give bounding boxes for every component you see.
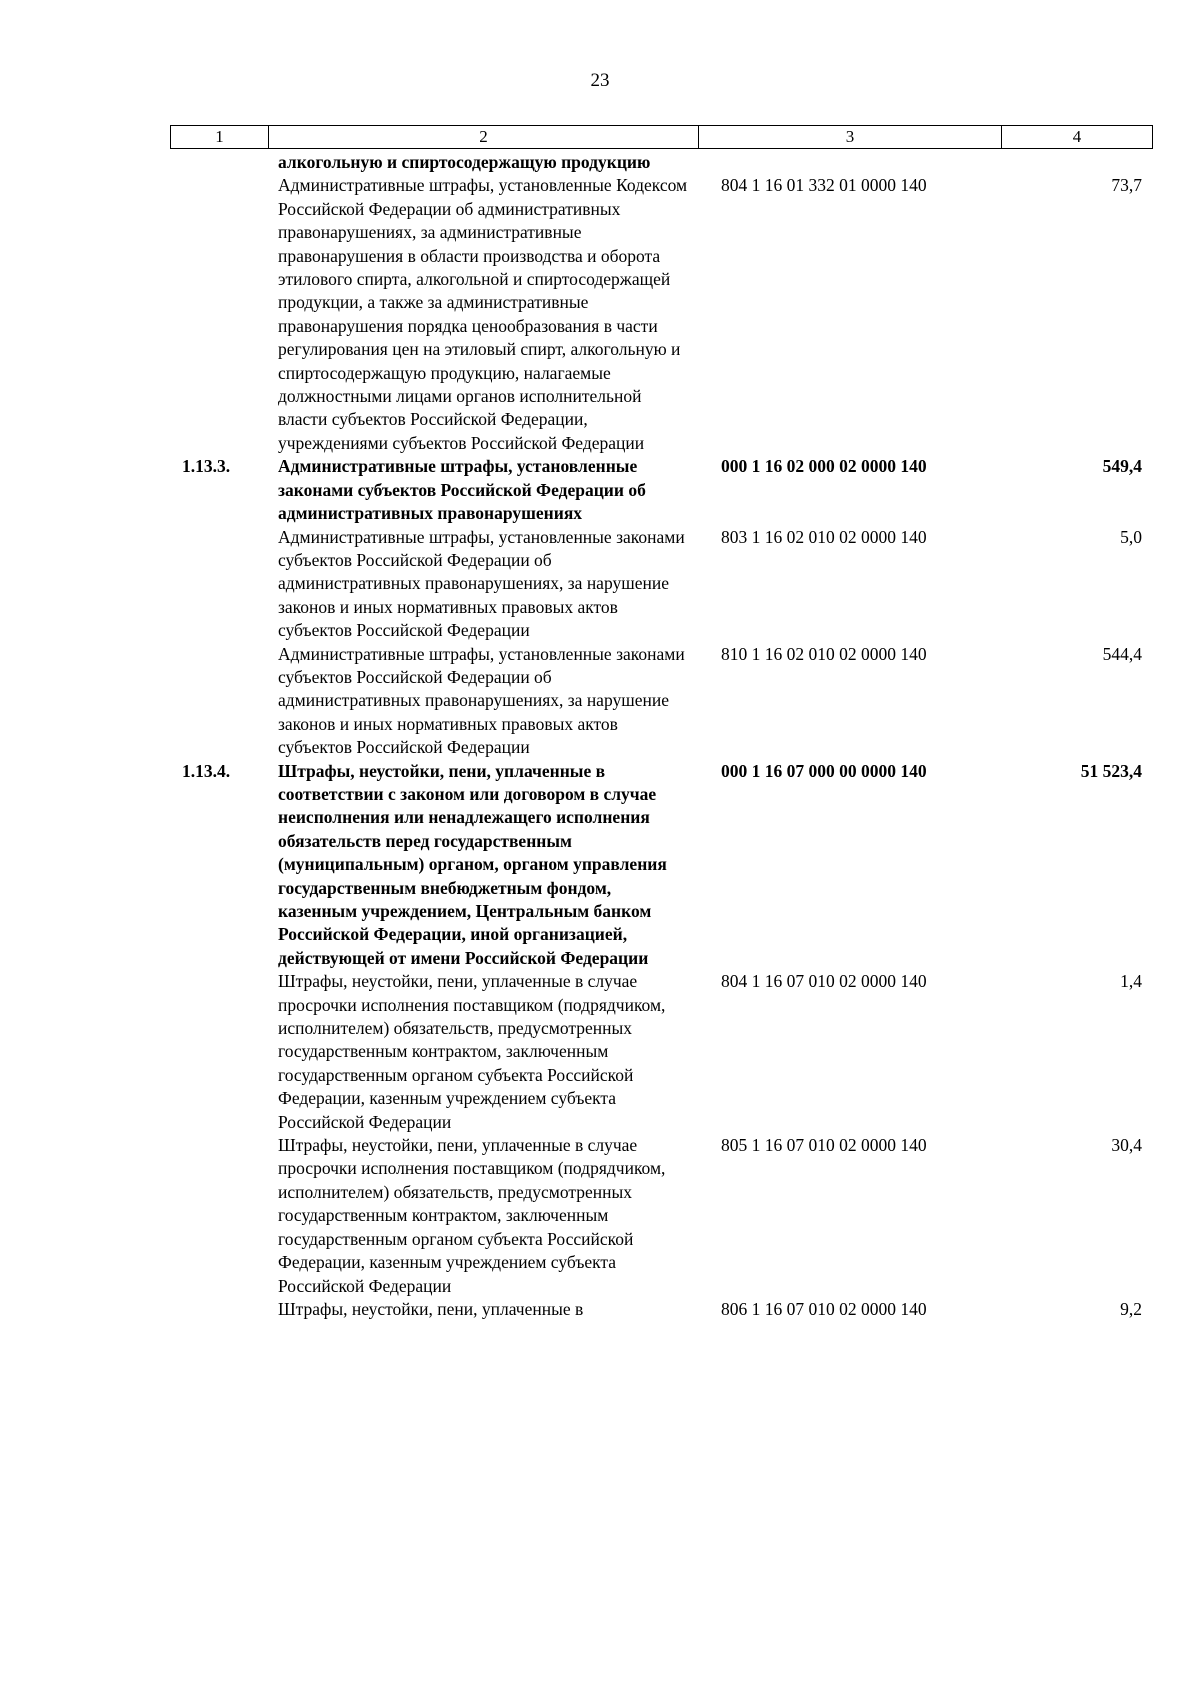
column-header-3: 3 [699,126,1002,149]
row-description: алкогольную и спиртосодержащую продукцию [278,152,651,172]
row-number: 1.13.4. [182,760,231,781]
row-budget-code: 806 1 16 07 010 02 0000 140 [721,1298,927,1319]
table-row [170,643,1152,760]
revenue-table [170,151,1152,1321]
row-budget-code: 000 1 16 07 000 00 0000 140 [721,760,927,781]
row-budget-code: 000 1 16 02 000 02 0000 140 [721,456,927,477]
table-row [170,455,1152,525]
table-row [170,526,1152,643]
row-description: Штрафы, неустойки, пени, уплаченные в случае просрочки исполнения поставщиком (подрядчиком, исполнителем) обязательств, предусмотренных государственным контрактом, заключенным государственным органом субъекта Российской Федерации, казенным учреждением субъекта Российской Федерации [278,1135,666,1296]
column-header-4: 4 [1002,126,1153,149]
row-budget-code [698,151,1001,174]
row-amount: 51 523,4 [1080,760,1142,781]
column-header-1: 1 [171,126,269,149]
row-number [170,643,268,760]
revenue-table-body [170,151,1152,1321]
table-row [170,1134,1152,1298]
row-amount: 73,7 [1111,175,1142,196]
row-number [170,1134,268,1298]
row-budget-code: 804 1 16 07 010 02 0000 140 [721,971,927,992]
row-amount: 5,0 [1120,526,1142,547]
row-budget-code: 810 1 16 02 010 02 0000 140 [721,643,927,664]
row-description: Административные штрафы, установленные Кодексом Российской Федерации об административных правонарушениях, за административные правонарушения в области производства и оборота этилового спирта, алкогольной и спиртосодержащей продукции, а также за административные правонарушения порядка ценообразования в части регулирования цен на этиловый спирт, алкогольную и спиртосодержащую продукцию, налагаемые должностными лицами органов исполнительной власти субъектов Российской Федерации, учреждениями субъектов Российской Федерации [278,175,688,453]
row-amount: 9,2 [1120,1298,1142,1319]
row-budget-code: 805 1 16 07 010 02 0000 140 [721,1135,927,1156]
row-budget-code: 803 1 16 02 010 02 0000 140 [721,526,927,547]
table-row [170,151,1152,174]
row-number [170,526,268,643]
column-header-row [171,126,1153,149]
row-amount [1001,151,1152,174]
table-row [170,174,1152,455]
row-description: Штрафы, неустойки, пени, уплаченные в [278,1298,584,1319]
table-row [170,970,1152,1134]
row-number [170,970,268,1134]
row-budget-code: 804 1 16 01 332 01 0000 140 [721,175,927,196]
row-number [170,151,268,174]
row-amount: 1,4 [1120,971,1142,992]
column-header-2: 2 [269,126,699,149]
row-description: Административные штрафы, установленные законами субъектов Российской Федерации об административных правонарушениях [278,456,646,524]
row-amount: 30,4 [1111,1135,1142,1156]
row-number: 1.13.3. [182,456,231,477]
page-number: 23 [590,70,610,91]
row-number [170,1298,268,1321]
row-amount: 549,4 [1102,456,1142,477]
table-row [170,1298,1152,1321]
row-description: Административные штрафы, установленные законами субъектов Российской Федерации об административных правонарушениях, за нарушение законов и иных нормативных правовых актов субъектов Российской Федерации [278,526,685,641]
row-number [170,174,268,455]
row-description: Штрафы, неустойки, пени, уплаченные в случае просрочки исполнения поставщиком (подрядчиком, исполнителем) обязательств, предусмотренных государственным контрактом, заключенным государственным органом субъекта Российской Федерации, казенным учреждением субъекта Российской Федерации [278,971,666,1132]
table-row [170,760,1152,971]
row-description: Административные штрафы, установленные законами субъектов Российской Федерации об административных правонарушениях, за нарушение законов и иных нормативных правовых актов субъектов Российской Федерации [278,643,685,758]
column-header-table [170,125,1153,149]
row-amount: 544,4 [1102,643,1142,664]
row-description: Штрафы, неустойки, пени, уплаченные в соответствии с законом или договором в случае неисполнения или ненадлежащего исполнения обязательств перед государственным (муниципальным) органом, органом управления государственным внебюджетным фондом, казенным учреждением, Центральным банком Российской Федерации, иной организацией, действующей от имени Российской Федерации [278,760,667,968]
